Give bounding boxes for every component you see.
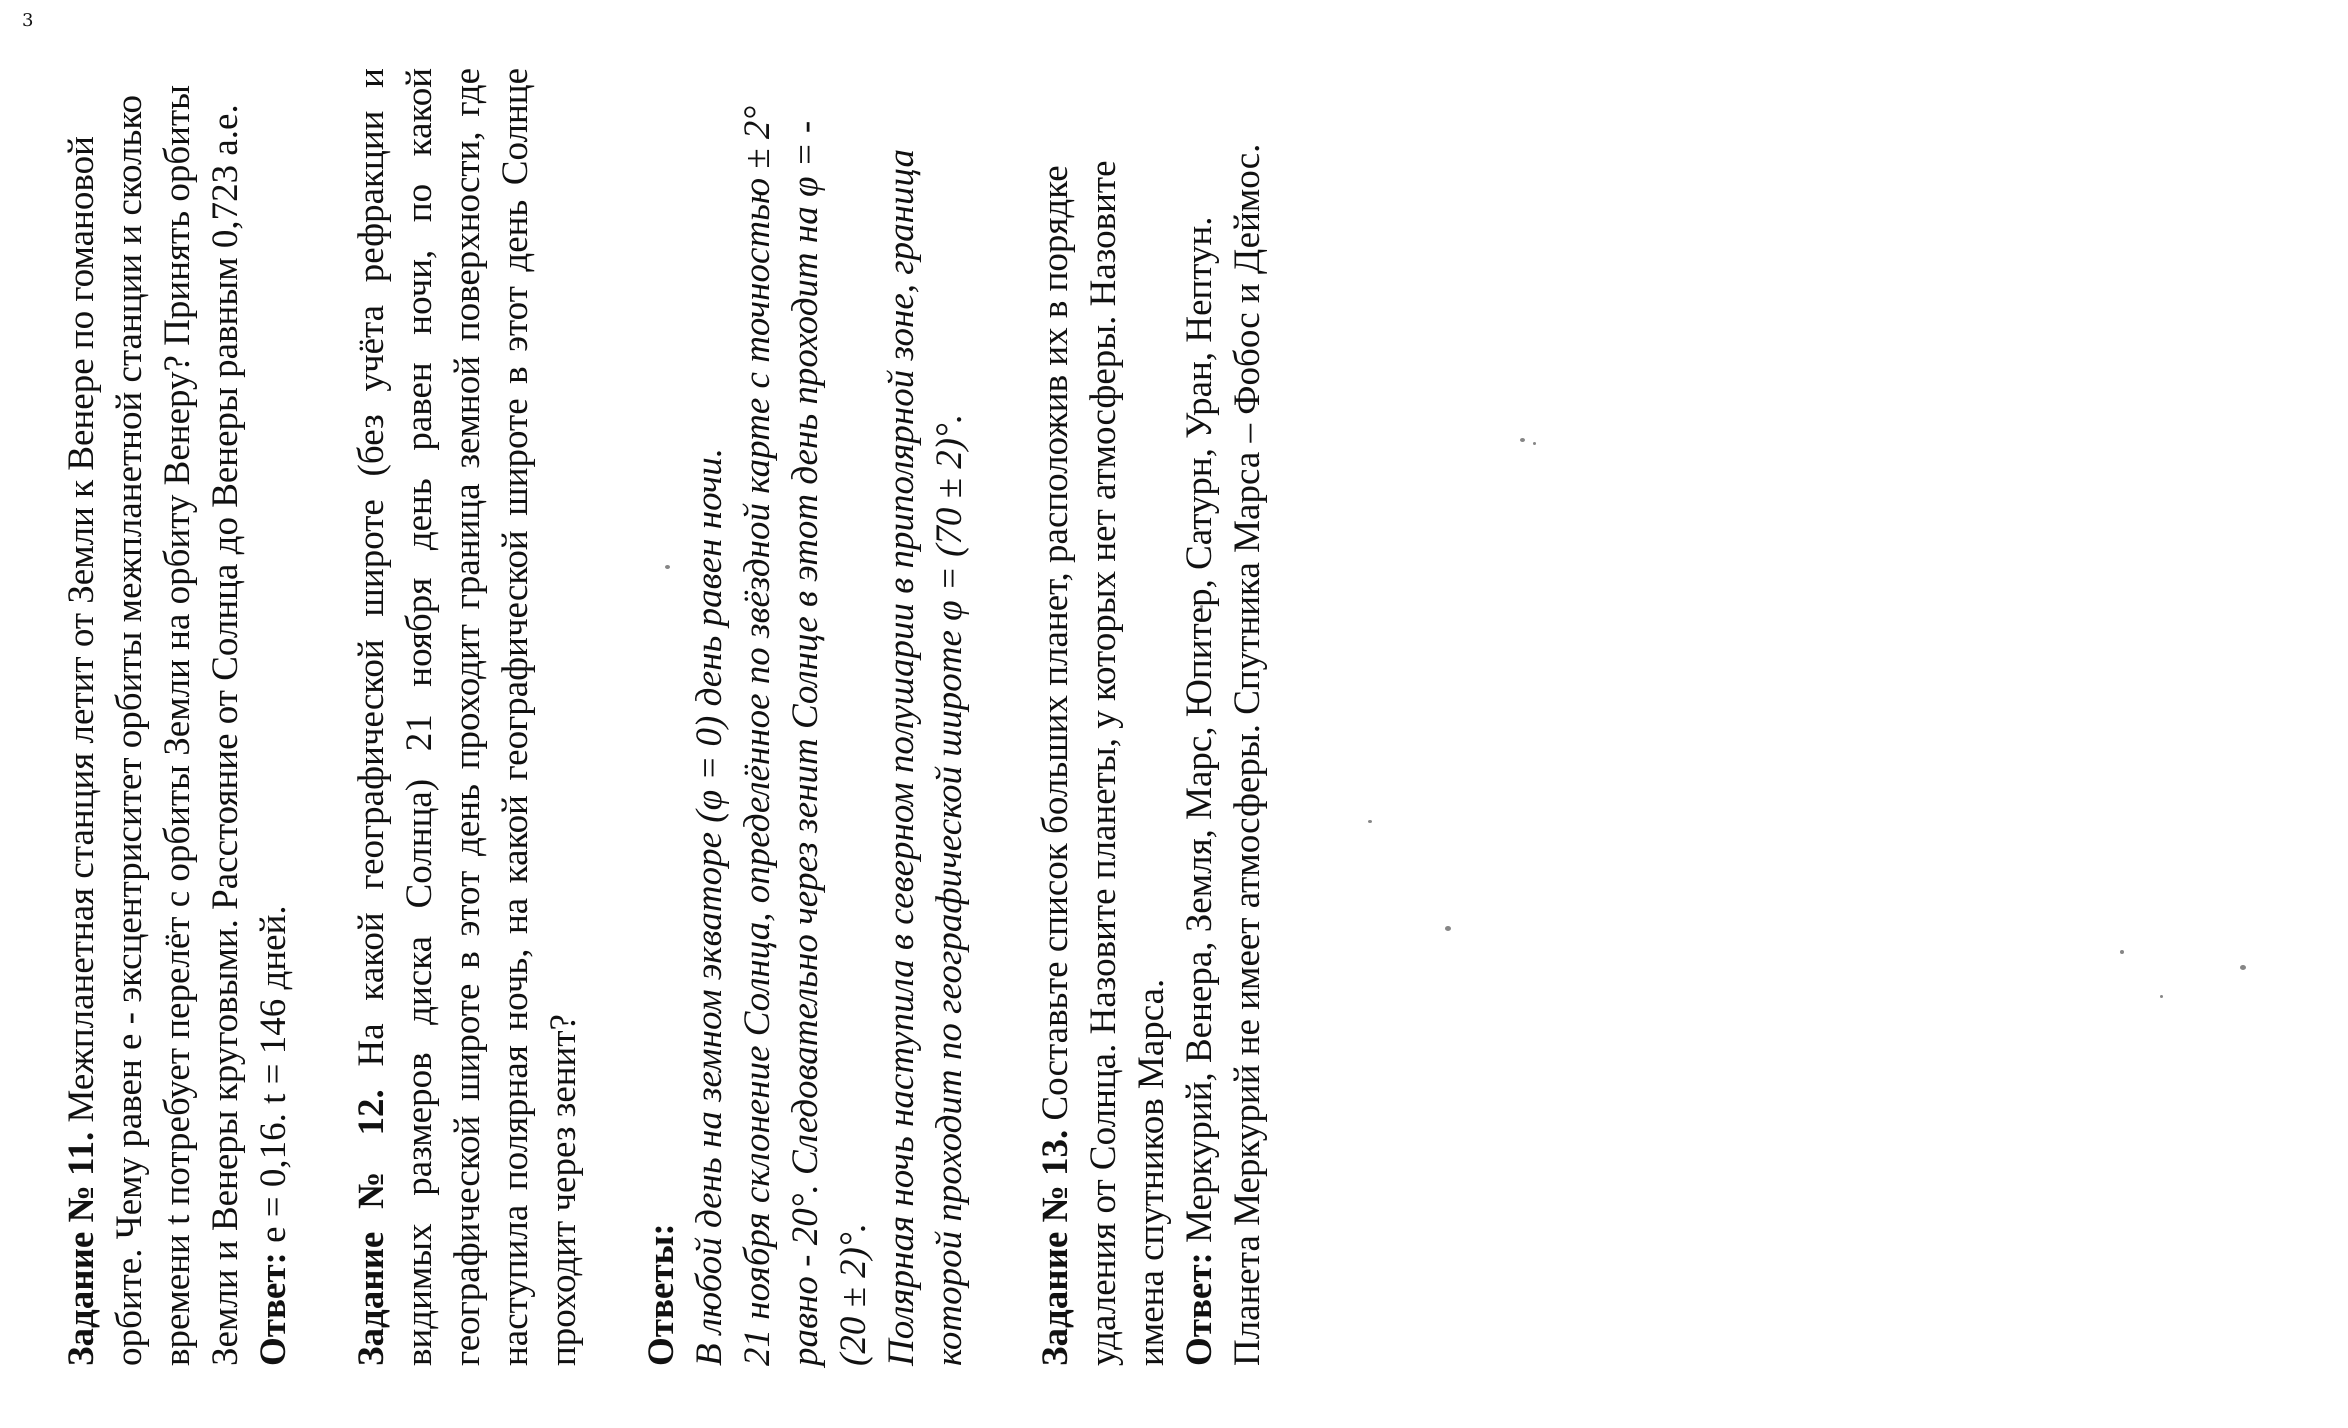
task-11 [58, 68, 298, 1366]
task-11-answer-text: e = 0,16. t = 146 дней. [253, 905, 294, 1253]
task-11-answer-label: Ответ: [253, 1252, 294, 1366]
scan-speck [1368, 820, 1372, 823]
scan-speck [1445, 926, 1451, 931]
task-13 [1032, 68, 1272, 1366]
scan-speck [2240, 965, 2246, 970]
rotated-content [0, 28, 1322, 1428]
task-13-label: Задание № 13. [1035, 1129, 1076, 1366]
task-13-answer-label: Ответ: [1179, 1252, 1220, 1366]
scan-speck [1520, 438, 1525, 442]
task-12-answers [638, 68, 974, 1366]
task-12-answer-1: В любой день на земном экваторе (φ = 0) день равен ночи. [689, 447, 730, 1366]
scan-speck [1533, 442, 1536, 445]
scan-speck [2120, 950, 2124, 954]
task-13-text: Составьте список больших планет, расположив их в порядке удаления от Солнца. Назовите планеты, у которых нет атмосферы. Назовите имена спутников Марса. [1035, 160, 1172, 1366]
task-13-answer-text: Меркурий, Венера, Земля, Марс, Юпитер, Сатурн, Уран, Нептун. [1179, 216, 1220, 1253]
task-11-text: Межпланетная станция летит от Земли к Венере по гомановой орбите. Чему равен e - эксцентриситет орбиты межпланетной станции и сколько времени t потребует перелёт с орбиты Земли на орбиту Венеру? Принять орбиты Земли и Венеры круговыми. Расстояние от Солнца до Венеры равным 0,723 а.е. [61, 85, 246, 1366]
task-13-extra-text: Планета Меркурий не имеет атмосферы. Спутника Марса – Фобос и Деймос. [1227, 143, 1268, 1366]
task-12-answers-label: Ответы: [641, 1223, 682, 1366]
task-12-text: На какой географической широте (без учёта рефракции и видимых размеров диска Солнца) 21 ноября день равен ночи, по какой географической широте в этот день проходит граница земной поверхности, где наступила полярная ночь, на какой географической широте в этот день Солнце проходит через зенит? [351, 68, 584, 1366]
task-12 [348, 68, 588, 1366]
page-number: 3 [22, 10, 34, 31]
scan-speck [2160, 995, 2163, 998]
task-11-label: Задание № 11. [61, 1131, 102, 1366]
task-12-answer-3: Полярная ночь наступила в северном полушарии в приполярной зоне, граница которой проходит по географической широте φ = (70 ± 2)°. [881, 149, 970, 1366]
task-12-label: Задание № 12. [351, 1089, 392, 1366]
task-12-answer-2: 21 ноября склонение Солнца, определённое по звёздной карте с точностью ± 2° равно - 20°. Следовательно через зенит Солнце в этот день проходит на φ = - (20 ± 2)°. [737, 105, 874, 1366]
